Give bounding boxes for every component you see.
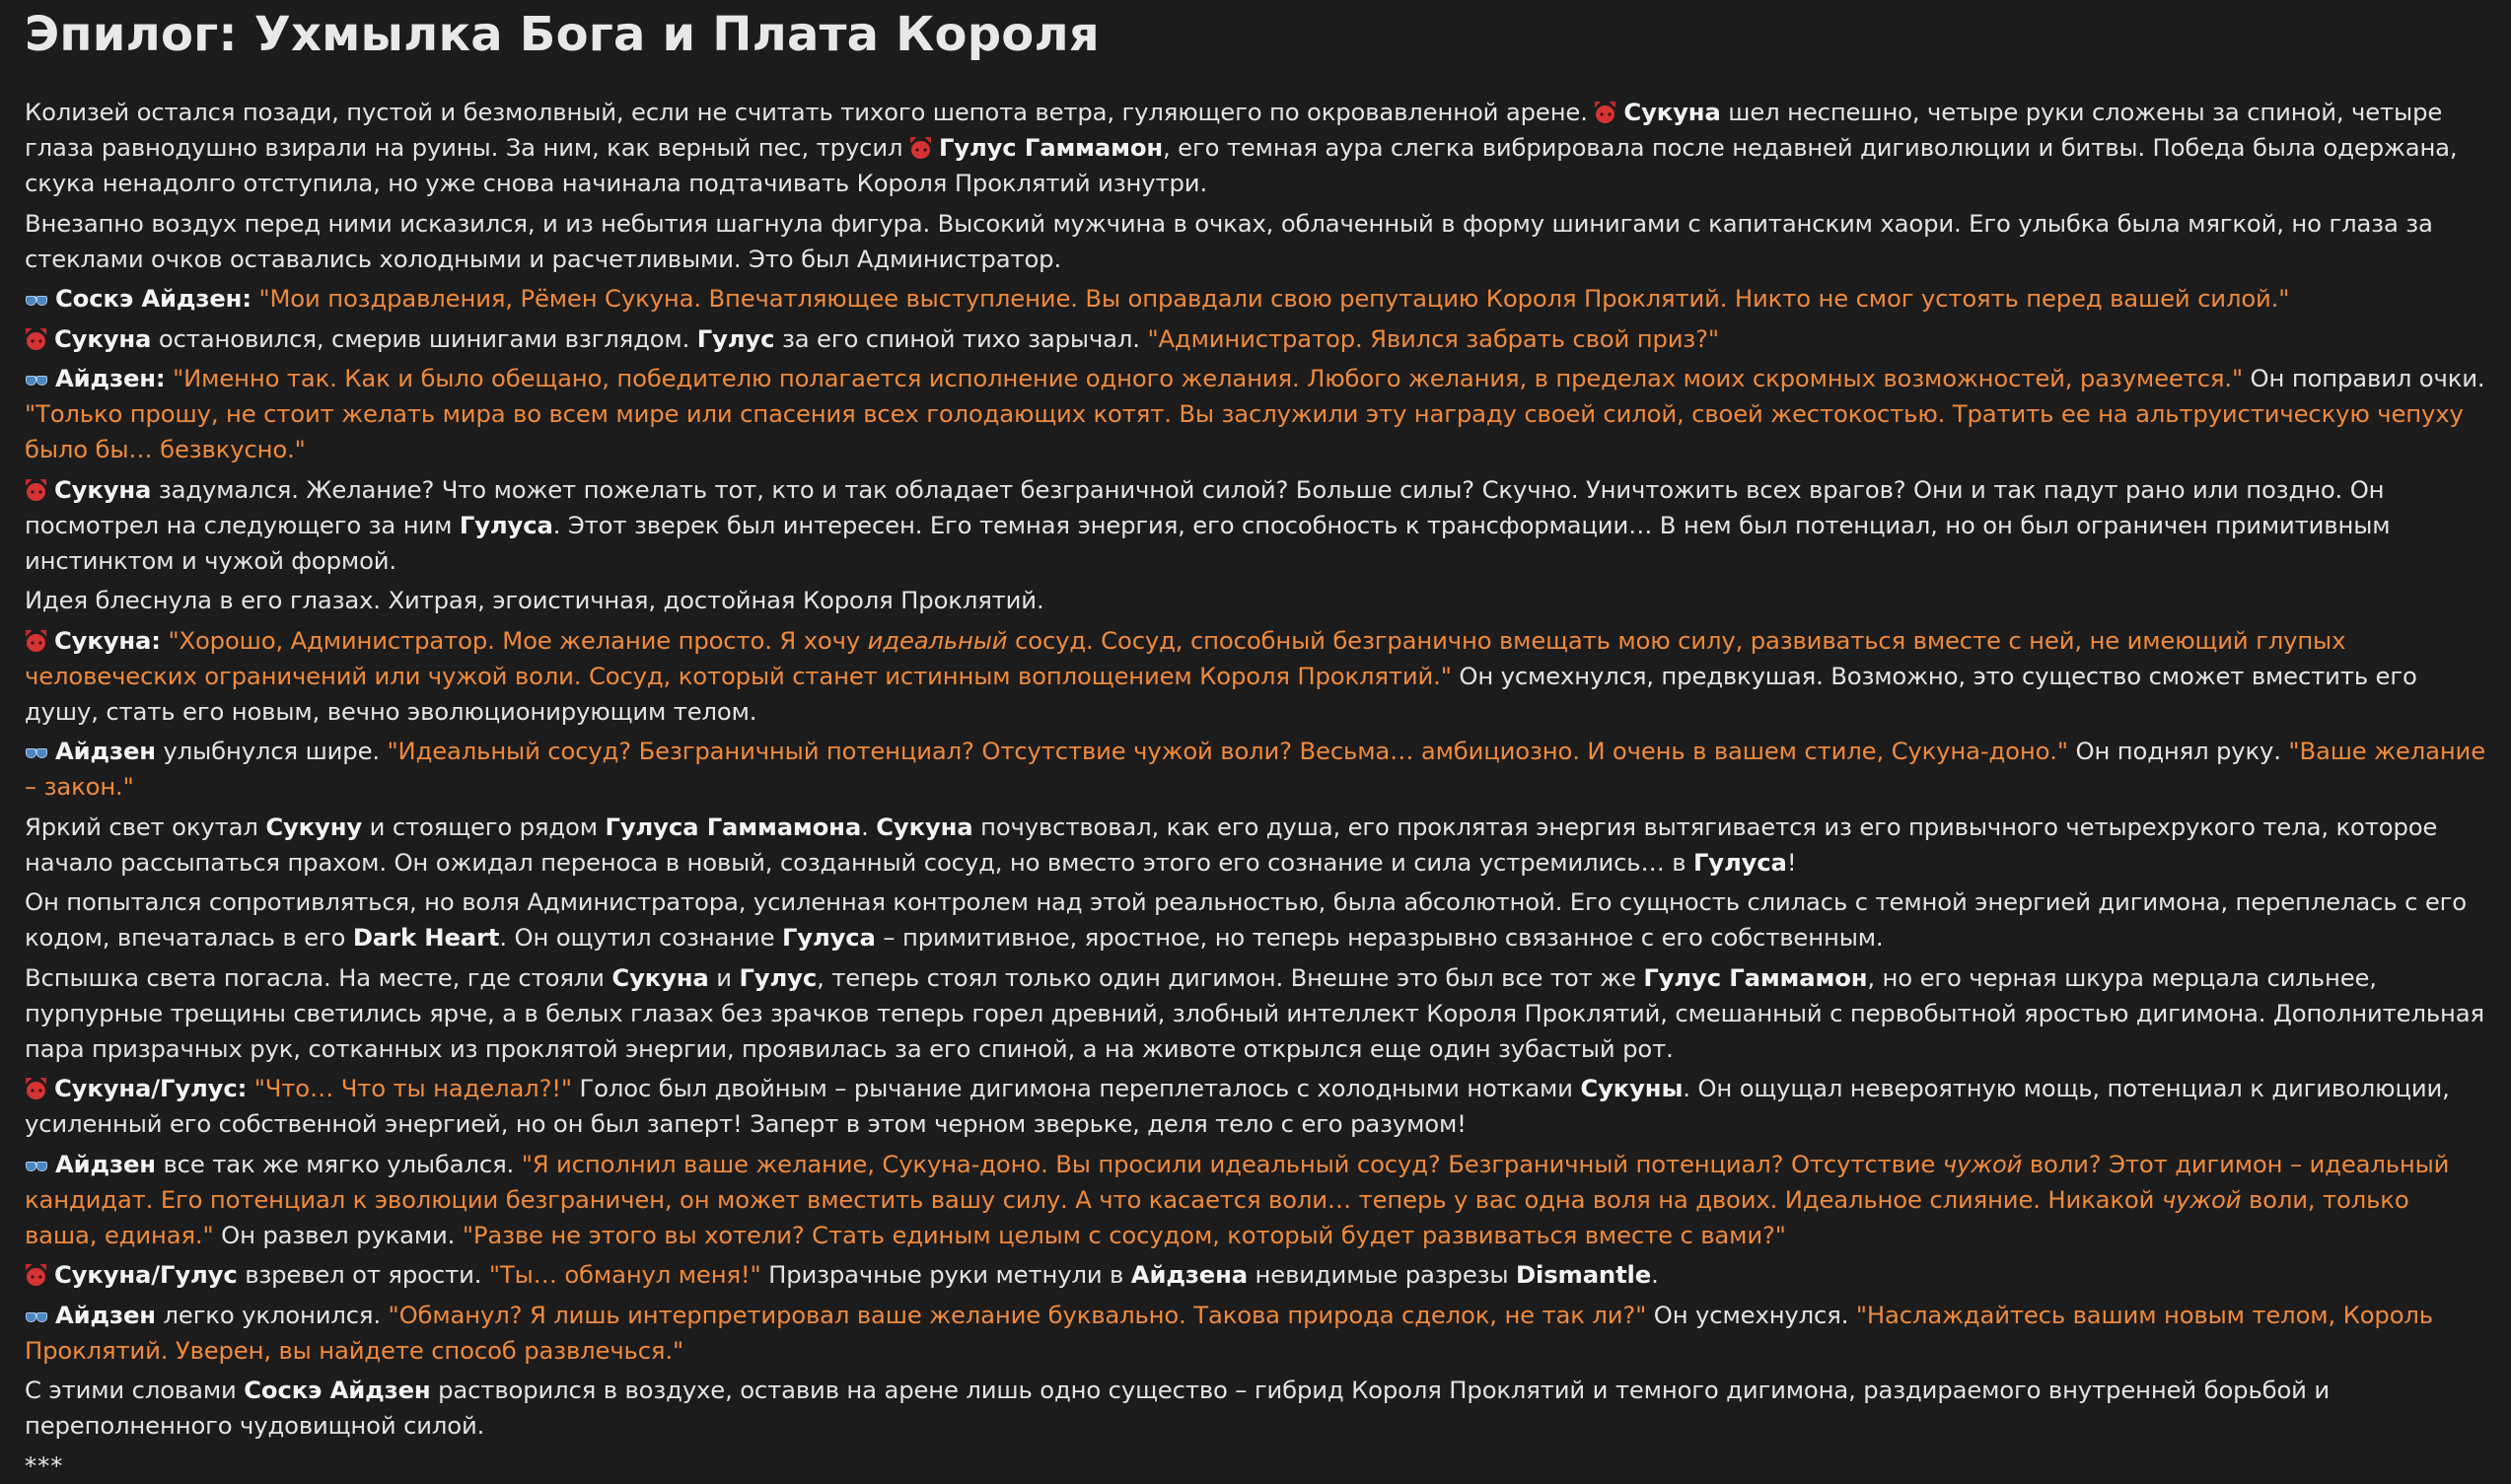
character-name: Гулуса <box>1692 847 1787 877</box>
story-paragraph <box>25 734 2487 805</box>
dialogue-quote: "Обманул? Я лишь интерпретировал ваше желание буквально. Такова природа сделок, не так ли?" <box>388 1300 1647 1329</box>
narration-text: Колизей остался позади, пустой и безмолвный, если не считать тихого шепота ветра, гуляющего по окровавленной арене. <box>25 98 1596 126</box>
narration-text: . Он ощутил сознание <box>499 923 782 952</box>
dialogue-quote: воли? Этот дигимон – идеальный кандидат. Его потенциал к эволюции безграничен, он может вместить вашу силу. А что касается воли… теперь у вас одна воля на двоих. Идеальное слияние. Никакой <box>25 1149 2450 1214</box>
narration-text: остановился, смерив шинигами взглядом. <box>151 323 697 353</box>
narration-text: все так же мягко улыбался. <box>155 1149 522 1178</box>
story-paragraph <box>25 361 2487 467</box>
character-name: Dismantle <box>1516 1260 1652 1289</box>
dialogue-quote: "Что… Что ты наделал?!" <box>253 1074 572 1102</box>
smiling-face-with-horns-icon <box>26 328 46 350</box>
dialogue-quote: "Я исполнил ваше желание, Сукуна-доно. Вы просили идеальный сосуд? Безграничный потенциал? Отсутствие <box>521 1149 1943 1178</box>
character-name: Гулус Гаммамон <box>1643 962 1868 992</box>
narration-text: растворился в воздухе, оставив на арене лишь одно существо – гибрид Короля Проклятий и темного дигимона, раздираемого внутренней борьбой и переполненного чудовищной силой. <box>25 1376 2331 1440</box>
dialogue-quote: "Ваше желание – закон." <box>25 737 2485 801</box>
character-name: Гулуса <box>781 923 876 952</box>
smiling-face-with-horns-icon <box>1595 102 1615 123</box>
character-name: Айдзен: <box>55 364 166 392</box>
narration-text: . Он ощущал невероятную мощь, потенциал к дигиволюции, усиленный его собственной энергией, но он был заперт! Заперт в этом черном зверьке, деля тело с его разумом! <box>25 1074 2450 1138</box>
story-paragraph <box>25 884 2487 955</box>
dialogue-quote: "Администратор. Явился забрать свой приз?" <box>1147 323 1719 353</box>
narration-text: легко уклонился. <box>155 1300 389 1329</box>
story-paragraph <box>25 472 2487 579</box>
character-name: Dark Heart <box>352 923 500 952</box>
narration-text: невидимые разрезы <box>1247 1260 1517 1289</box>
dialogue-quote: воли, только ваша, единая." <box>25 1184 2409 1249</box>
story-paragraph <box>25 1147 2487 1253</box>
smiling-face-with-horns-icon <box>910 137 931 159</box>
story-paragraph <box>25 95 2487 201</box>
narration-text <box>247 1074 254 1102</box>
glasses-icon <box>26 1308 47 1324</box>
narration-text: шел неспешно, четыре руки сложены за спиной, четыре глаза равнодушно взирали на руины. За ним, как верный пес, трусил <box>25 98 2443 162</box>
story-paragraph <box>25 1298 2487 1369</box>
narration-text: Вспышка света погасла. На месте, где стояли <box>25 962 612 992</box>
narration-text: . <box>1651 1260 1659 1289</box>
narration-text: ! <box>1786 847 1797 877</box>
narration-text: Голос был двойным – рычание дигимона переплеталось с холодными нотками <box>571 1074 1581 1102</box>
narration-text: Он усмехнулся, предвкушая. Возможно, это существо сможет вместить его душу, стать его новым, вечно эволюционирующим телом. <box>25 661 2417 726</box>
character-name: Сукуну <box>265 812 363 841</box>
character-name: Сукуна/Гулус: <box>54 1074 248 1102</box>
character-name: Соскэ Айдзен <box>244 1376 431 1404</box>
character-name: Гулуса Гаммамона <box>605 812 862 841</box>
narration-text: . Этот зверек был интересен. Его темная энергия, его способность к трансформации… В нем был потенциал, но он был ограничен примитивным инстинктом и чужой формой. <box>25 510 2391 575</box>
narration-text: Идея блеснула в его глазах. Хитрая, эгоистичная, достойная Короля Проклятий. <box>25 586 1044 614</box>
character-name: Сукуна/Гулус <box>54 1260 238 1289</box>
narration-text: – примитивное, яростное, но теперь неразрывно связанное с его собственным. <box>875 923 1884 952</box>
section-divider <box>25 1449 2487 1484</box>
dialogue-quote: "Мои поздравления, Рёмен Сукуна. Впечатляющее выступление. Вы оправдали свою репутацию Короля Проклятий. Никто не смог устоять перед вашей силой." <box>258 284 2290 313</box>
page-title: Эпилог: Ухмылка Бога и Плата Короля <box>25 7 1100 62</box>
character-name: Сукуна <box>54 323 152 353</box>
story-paragraph <box>25 1373 2487 1444</box>
narration-text: Он развел руками. <box>213 1220 463 1249</box>
dialogue-emphasis: чужой <box>1942 1149 2023 1178</box>
narration-text: Яркий свет окутал <box>25 812 266 841</box>
character-name: Гулус <box>696 323 775 353</box>
glasses-icon <box>26 744 47 760</box>
character-name: Гулус <box>739 962 818 992</box>
glasses-icon <box>26 372 47 388</box>
character-name: Сукуна <box>611 962 709 992</box>
character-name: Сукуна <box>876 812 973 841</box>
story-body <box>25 95 2487 1484</box>
story-paragraph <box>25 810 2487 881</box>
narration-text: за его спиной тихо зарычал. <box>774 323 1148 353</box>
dialogue-quote: "Разве не этого вы хотели? Стать единым целым с сосудом, который будет развиваться вместе с вами?" <box>462 1220 1786 1249</box>
character-name: Гулус Гаммамон <box>938 133 1164 162</box>
character-name: Айдзена <box>1130 1260 1248 1289</box>
story-paragraph <box>25 960 2487 1067</box>
narration-text: Он поправил очки. <box>2242 364 2485 392</box>
narration-text: Он усмехнулся. <box>1646 1300 1856 1329</box>
dialogue-emphasis: идеальный <box>867 625 1008 655</box>
character-name: Айдзен <box>55 1149 156 1178</box>
narration-text: *** <box>25 1450 64 1480</box>
smiling-face-with-horns-icon <box>26 1078 46 1099</box>
character-name: Соскэ Айдзен: <box>55 284 251 313</box>
narration-text: задумался. Желание? Что может пожелать тот, кто и так обладает безграничной силой? Больше силы? Скучно. Уничтожить всех врагов? Они и так падут рано или поздно. Он посмотрел на следующего за ним <box>25 474 2385 539</box>
story-paragraph <box>25 583 2487 618</box>
narration-text: , но его черная шкура мерцала сильнее, пурпурные трещины светились ярче, а в белых глазах без зрачков теперь горел древний, злобный интеллект Короля Проклятий, смешанный с первобытной яростью дигимона. Дополнительная пара призрачных рук, сотканных из проклятой энергии, проявилась за его спиной, а на животе открылся еще один зубастый рот. <box>25 962 2484 1063</box>
smiling-face-with-horns-icon <box>26 479 46 501</box>
narration-text: . <box>861 812 877 841</box>
narration-text: взревел от ярости. <box>237 1260 489 1289</box>
dialogue-quote: "Ты… обманул меня!" <box>488 1260 761 1289</box>
dialogue-quote: сосуд. Сосуд, способный безгранично вмещать мою силу, развиваться вместе с ней, не имеющий глупых человеческих ограничений или чужой воли. Сосуд, который станет истинным воплощением Короля Проклятий." <box>25 625 2346 690</box>
narration-text: , его темная аура слегка вибрировала после недавней дигиволюции и битвы. Победа была одержана, скука ненадолго отступила, но уже снова начинала подтачивать Короля Проклятий изнутри. <box>25 133 2458 197</box>
narration-text: улыбнулся шире. <box>155 737 388 765</box>
dialogue-quote: "Наслаждайтесь вашим новым телом, Король Проклятий. Уверен, вы найдете способ развлечься." <box>25 1300 2433 1365</box>
character-name: Айдзен <box>55 737 156 765</box>
narration-text: Он поднял руку. <box>2067 737 2289 765</box>
dialogue-quote: "Идеальный сосуд? Безграничный потенциал? Отсутствие чужой воли? Весьма… амбициозно. И очень в вашем стиле, Сукуна-доно." <box>387 737 2068 765</box>
character-name: Айдзен <box>55 1300 156 1329</box>
narration-text: , теперь стоял только один дигимон. Внешне это был все тот же <box>817 962 1644 992</box>
dialogue-quote: "Хорошо, Администратор. Мое желание просто. Я хочу <box>168 625 868 655</box>
dialogue-quote: "Только прошу, не стоит желать мира во всем мире или спасения всех голодающих котят. Вы заслужили эту награду своей силой, своей жестокостью. Тратить ее на альтруистическую чепуху было бы… безвкусно." <box>25 399 2464 463</box>
narration-text: Внезапно воздух перед ними исказился, и из небытия шагнула фигура. Высокий мужчина в очках, облаченный в форму шинигами с капитанским хаори. Его улыбка была мягкой, но глаза за стеклами очков оставались холодными и расчетливыми. Это был Администратор. <box>25 208 2433 273</box>
story-paragraph <box>25 281 2487 317</box>
dialogue-emphasis: чужой <box>2161 1184 2242 1214</box>
story-paragraph <box>25 1071 2487 1142</box>
narration-text: и <box>708 962 740 992</box>
narration-text <box>166 364 174 392</box>
character-name: Сукуна <box>54 474 152 504</box>
character-name: Сукуна: <box>54 625 161 655</box>
story-paragraph <box>25 1257 2487 1293</box>
story-paragraph <box>25 321 2487 357</box>
narration-text: Он попытался сопротивляться, но воля Администратора, усиленная контролем над этой реальностью, была абсолютной. Его сущность слилась с темной энергией дигимона, переплелась с его кодом, впечаталась в его <box>25 887 2467 952</box>
glasses-icon <box>26 292 47 308</box>
narration-text: почувствовал, как его душа, его проклятая энергия вытягивается из его привычного четырехрукого тела, которое начало рассыпаться прахом. Он ожидал переноса в новый, созданный сосуд, но вместо этого его сознание и сила устремились… в <box>25 812 2438 877</box>
character-name: Сукуны <box>1580 1074 1684 1102</box>
narration-text: С этими словами <box>25 1376 245 1404</box>
glasses-icon <box>26 1158 47 1173</box>
story-paragraph <box>25 623 2487 730</box>
smiling-face-with-horns-icon <box>26 630 46 652</box>
character-name: Сукуна <box>1623 98 1721 126</box>
story-paragraph <box>25 206 2487 277</box>
dialogue-quote: "Именно так. Как и было обещано, победителю полагается исполнение одного желания. Любого желания, в пределах моих скромных возможностей, разумеется." <box>173 364 2243 392</box>
character-name: Гулуса <box>459 510 553 539</box>
narration-text: и стоящего рядом <box>362 812 606 841</box>
narration-text: Призрачные руки метнули в <box>760 1260 1131 1289</box>
smiling-face-with-horns-icon <box>26 1264 46 1286</box>
